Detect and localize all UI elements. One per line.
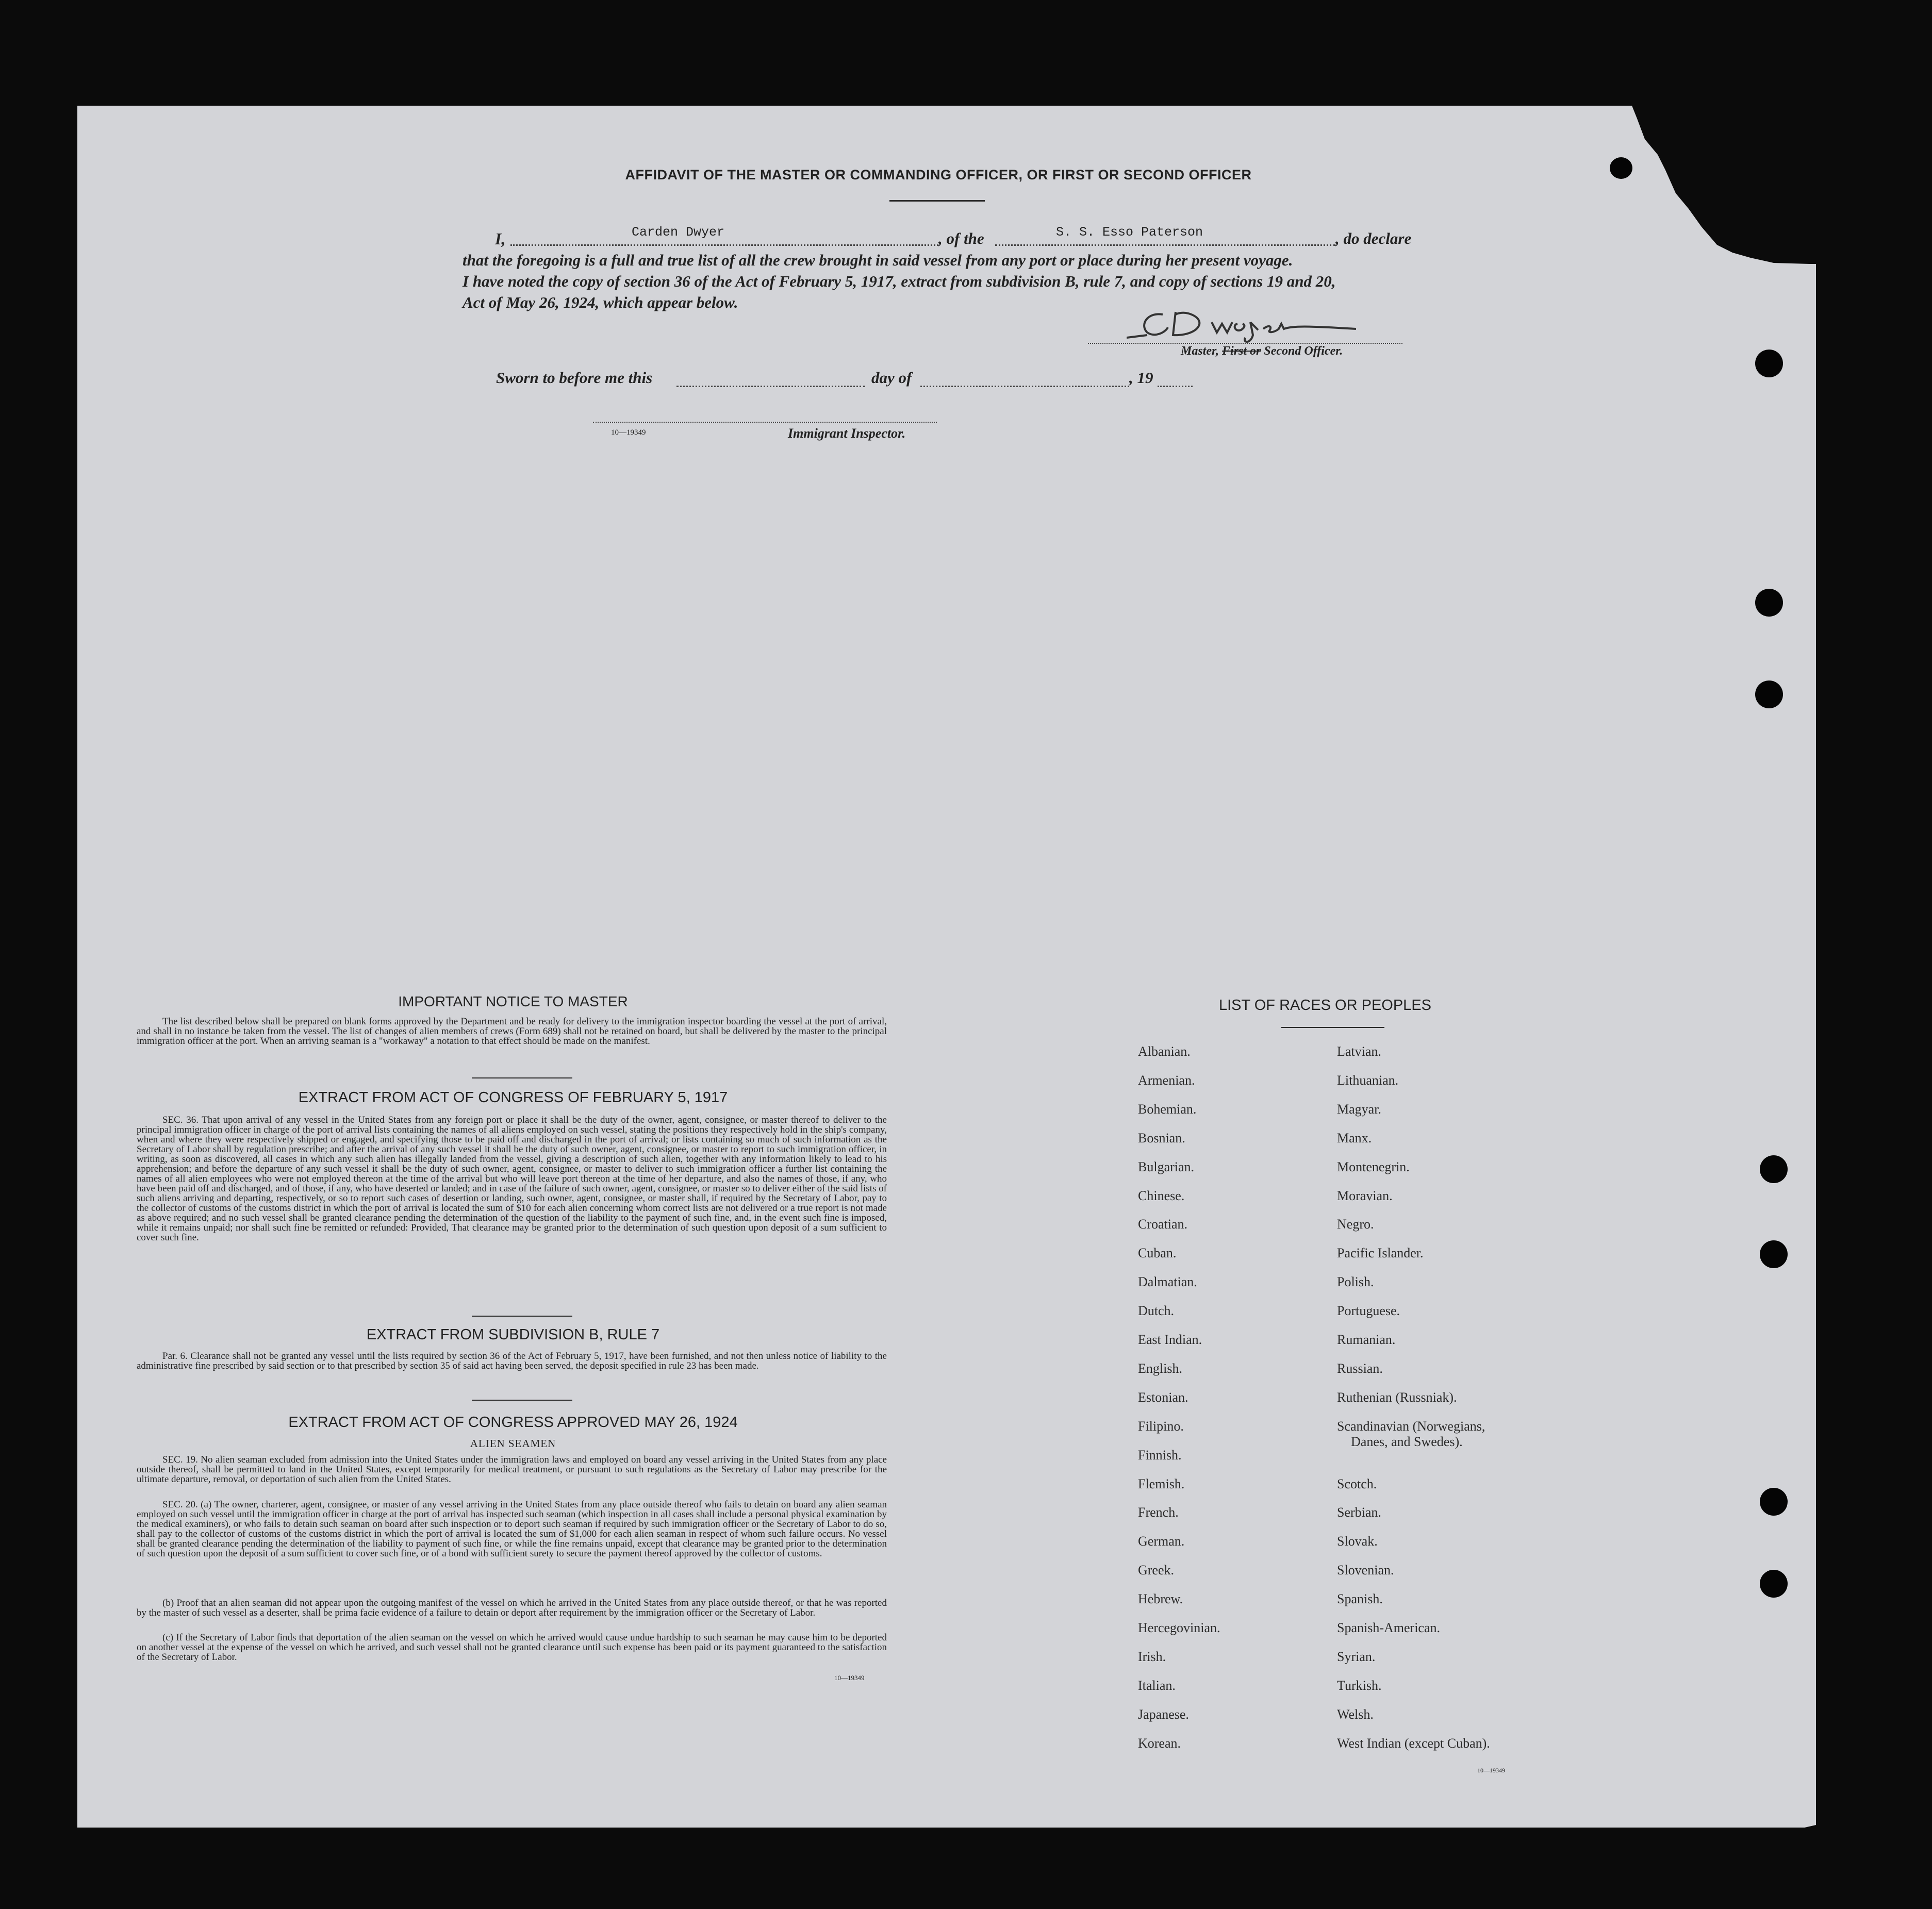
race-item: Syrian. — [1337, 1649, 1376, 1664]
name-line — [510, 244, 938, 246]
races-rule — [1281, 1027, 1384, 1028]
race-item: Finnish. — [1138, 1447, 1182, 1463]
master-name: Carden Dwyer — [632, 225, 725, 240]
race-item: Moravian. — [1337, 1188, 1393, 1203]
punch-hole — [1760, 1570, 1788, 1598]
punch-hole — [1755, 350, 1783, 377]
race-item: Scandinavian (Norwegians, — [1337, 1418, 1485, 1434]
race-item: East Indian. — [1138, 1332, 1202, 1347]
race-item: Negro. — [1337, 1217, 1374, 1232]
notice-rule — [472, 1077, 572, 1078]
race-item: Welsh. — [1337, 1706, 1374, 1722]
sec20b-text: (b) Proof that an alien seaman did not appear upon the outgoing manifest of the vessel on which he arrived in the United States from any place outside thereof, or that he was reported by the master of such vessel as a deserter, shall be prima facie evidence of a failure to detain or deport after requirement by the immigration officer or the Secretary of Labor. — [137, 1598, 887, 1618]
race-item: Polish. — [1337, 1274, 1374, 1290]
race-item: Danes, and Swedes). — [1351, 1434, 1463, 1449]
race-item: Hercegovinian. — [1138, 1620, 1220, 1635]
sworn-label: Sworn to before me this — [496, 369, 653, 387]
affidavit-line2: that the foregoing is a full and true list of all the crew brought in said vessel from any port or place during her present voyage. — [463, 251, 1293, 269]
caption-master: Master, — [1181, 344, 1223, 358]
race-item: English. — [1138, 1360, 1182, 1376]
extract-1917-text: SEC. 36. That upon arrival of any vessel in the United States from any foreign port or place it shall be the duty of the owner, agent, consignee, or master thereof to deliver to the principal immigration officer in charge of the port of arrival lists containing the names of all aliens employed on such vessel, stating the positions they respectively hold in the ship's company, when and where they were respectively shipped or engaged, and specifying those to be paid off and discharged in the port of arrival; or lists containing so much of such information as the Secretary of Labor shall by regulation prescribe; and after the arrival of any such vessel it shall be the duty of such owner, agent, consignee, or master to report to such immigration officer, in writing, as soon as discovered, all cases in which any such alien has illegally landed from the vessel, giving a description of such alien, together with any information likely to lead to his apprehension; and before the departure of any such vessel it shall be the duty of such owner, agent, consignee, or master to deliver to such immigration officer a further list containing the names of all alien employees who were not employed thereon at the time of the arrival but who will leave port thereon at the time of her departure, and also the names of those, if any, who have been paid off and discharged, and of those, if any, who have deserted or landed; and in case of the failure of such owner, agent, consignee, or master so to deliver either of the said lists of such aliens arriving and departing, respectively, or so to report such cases of desertion or landing, such owner, agent, consignee, or master shall, if required by the Secretary of Labor, pay to the collector of customs of the customs district in which the port of arrival is located the sum of $10 for each alien concerning whom correct lists are not delivered or a true report is not made as above required; and no such vessel shall be granted clearance pending the determination of the question of the liability to the payment of such fine, and, in the event such fine is imposed, while it remains unpaid; nor shall such fine be remitted or refunded: Provided, That clearance may be granted prior to the determination of such question upon deposit of a sum sufficient to cover such fine. — [137, 1115, 887, 1243]
races-title: LIST OF RACES OR PEOPLES — [1218, 997, 1432, 1014]
notice-text: The list described below shall be prepared on blank forms approved by the Department and be ready for delivery to the immigration inspector boarding the vessel at the port of arrival, and shall in no instance be taken from the vessel. The list of changes of alien members of crews (Form 689) shall not be retained on board, but shall be delivered by the master to the principal immigration officer at the port. When an arriving seaman is a "workaway" a notation to that effect should be made on the manifest. — [137, 1016, 887, 1047]
race-item: Turkish. — [1337, 1678, 1382, 1693]
alien-seamen-subtitle: ALIEN SEAMEN — [470, 1437, 556, 1450]
race-item: Portuguese. — [1337, 1303, 1400, 1319]
race-item: Spanish-American. — [1337, 1620, 1441, 1635]
race-item: Irish. — [1138, 1649, 1166, 1664]
punch-hole — [1755, 589, 1783, 617]
race-item: Lithuanian. — [1337, 1072, 1399, 1088]
race-item: Bohemian. — [1138, 1101, 1197, 1117]
race-item: Greek. — [1138, 1563, 1175, 1578]
race-item: Italian. — [1138, 1678, 1176, 1693]
punch-hole — [1760, 1240, 1788, 1268]
year-label: , 19 — [1129, 369, 1153, 387]
affidavit-title: AFFIDAVIT OF THE MASTER OR COMMANDING OFFICER, OR FIRST OR SECOND OFFICER — [625, 167, 1252, 182]
form-number: 10—19349 — [611, 428, 646, 437]
race-item: Estonian. — [1138, 1389, 1188, 1405]
punch-hole — [1755, 680, 1783, 708]
title-rule — [889, 200, 985, 202]
race-item: Slovenian. — [1337, 1563, 1394, 1578]
race-item: Slovak. — [1337, 1534, 1378, 1549]
race-item: Rumanian. — [1337, 1332, 1396, 1347]
extract-rule7-title: EXTRACT FROM SUBDIVISION B, RULE 7 — [366, 1326, 660, 1343]
sworn-day-line — [676, 386, 865, 387]
caption-second: Second Officer. — [1261, 344, 1343, 358]
race-item: West Indian (except Cuban). — [1337, 1735, 1490, 1751]
race-item: Bosnian. — [1138, 1130, 1185, 1146]
race-item: Pacific Islander. — [1337, 1246, 1424, 1261]
torn-hole — [1610, 157, 1632, 179]
of-the-label: , of the — [938, 229, 984, 247]
race-item: Japanese. — [1138, 1706, 1189, 1722]
affidavit-i: I, — [495, 229, 506, 248]
signature-line — [1088, 343, 1402, 344]
do-declare-label: , do declare — [1335, 229, 1412, 247]
race-item: Flemish. — [1138, 1476, 1185, 1491]
day-of-label: day of — [871, 369, 912, 387]
vessel-name: S. S. Esso Paterson — [1056, 225, 1203, 240]
sworn-year-line — [1158, 386, 1193, 387]
race-item: Hebrew. — [1138, 1591, 1183, 1607]
race-item: Filipino. — [1138, 1418, 1184, 1434]
race-item: French. — [1138, 1505, 1179, 1520]
affidavit-line4: Act of May 26, 1924, which appear below. — [463, 293, 738, 311]
races-form-number: 10—19349 — [1477, 1767, 1505, 1774]
race-item: Korean. — [1138, 1735, 1181, 1751]
race-item: Cuban. — [1138, 1246, 1177, 1261]
extract-rule7-text: Par. 6. Clearance shall not be granted any vessel until the lists required by section 36 of the Act of February 5, 1917, have been furnished, and not then unless notice of liability to the administrative fine prescribed by said section or to that prescribed by section 35 of said act having been served, the deposit specified in rule 23 has been made. — [137, 1351, 887, 1371]
vessel-line — [995, 244, 1335, 246]
extract-1924-title: EXTRACT FROM ACT OF CONGRESS APPROVED MAY 26, 1924 — [288, 1414, 738, 1431]
race-item: Dalmatian. — [1138, 1274, 1197, 1290]
race-item: Manx. — [1337, 1130, 1372, 1146]
extract-form-number: 10—19349 — [834, 1674, 865, 1682]
race-item: Armenian. — [1138, 1072, 1195, 1088]
race-item: Scotch. — [1337, 1476, 1377, 1491]
affidavit-line3: I have noted the copy of section 36 of the Act of February 5, 1917, extract from subdivision B, rule 7, and copy of sections 19 and 20, — [463, 272, 1336, 290]
race-item: Magyar. — [1337, 1101, 1381, 1117]
inspector-label: Immigrant Inspector. — [788, 426, 906, 441]
punch-hole — [1760, 1488, 1788, 1516]
caption-struck: First or — [1222, 344, 1261, 358]
race-item: Croatian. — [1138, 1217, 1188, 1232]
race-item: Russian. — [1337, 1360, 1383, 1376]
signature — [1127, 304, 1364, 345]
extract1-rule — [472, 1316, 572, 1317]
sworn-month-line — [920, 386, 1129, 387]
race-item: Spanish. — [1337, 1591, 1383, 1607]
race-item: Chinese. — [1138, 1188, 1185, 1203]
race-item: Dutch. — [1138, 1303, 1175, 1319]
signature-caption — [1181, 344, 1343, 358]
punch-hole — [1760, 1155, 1788, 1183]
inspector-line — [593, 422, 937, 423]
race-item: Bulgarian. — [1138, 1159, 1195, 1174]
race-item: Montenegrin. — [1337, 1159, 1410, 1174]
sec20c-text: (c) If the Secretary of Labor finds that deportation of the alien seaman on the vessel on which he arrived would cause undue hardship to such seaman he may cause him to be deported on another vessel at the expense of the vessel on which he arrived, and such vessel shall not be granted clearance until such expense has been paid or its payment guaranteed to the satisfaction of the Secretary of Labor. — [137, 1632, 887, 1663]
sec20a-text: SEC. 20. (a) The owner, charterer, agent, consignee, or master of any vessel arriving in the United States from any place outside thereof who fails to detain on board any alien seaman employed on such vessel until the immigration officer in charge at the port of arrival has inspected such seaman (which inspection in all cases shall include a personal physical examination by the medical examiners), or who fails to detain such seaman on board after such inspection or to deport such seaman if required by such immigration officer or the Secretary of Labor to do so, shall pay to the collector of customs of the customs district in which the port of arrival is located the sum of $1,000 for each alien seaman in respect of whom such failure occurs. No vessel shall be granted clearance pending the determination of the liability to payment of such fine, or while the fine remains unpaid, except that clearance may be granted prior to the determination of such question upon the deposit of a sum sufficient to cover such fine, or of a bond with sufficient surety to secure the payment thereof approved by the collector of customs. — [137, 1499, 887, 1559]
extract2-rule — [472, 1400, 572, 1401]
extract-1917-title: EXTRACT FROM ACT OF CONGRESS OF FEBRUARY 5, 1917 — [298, 1089, 728, 1106]
race-item: Serbian. — [1337, 1505, 1381, 1520]
notice-title: IMPORTANT NOTICE TO MASTER — [398, 993, 628, 1009]
sec19-text: SEC. 19. No alien seaman excluded from admission into the United States under the immigration laws and employed on board any vessel arriving in the United States from any place outside thereof, shall be permitted to land in the United States, except temporarily for medical treatment, or pursuant to such regulations as the Secretary of Labor may prescribe for the ultimate departure, removal, or deportation of such alien from the United States. — [137, 1454, 887, 1485]
race-item: Ruthenian (Russniak). — [1337, 1389, 1457, 1405]
race-item: German. — [1138, 1534, 1185, 1549]
race-item: Albanian. — [1138, 1044, 1191, 1059]
race-item: Latvian. — [1337, 1044, 1381, 1059]
